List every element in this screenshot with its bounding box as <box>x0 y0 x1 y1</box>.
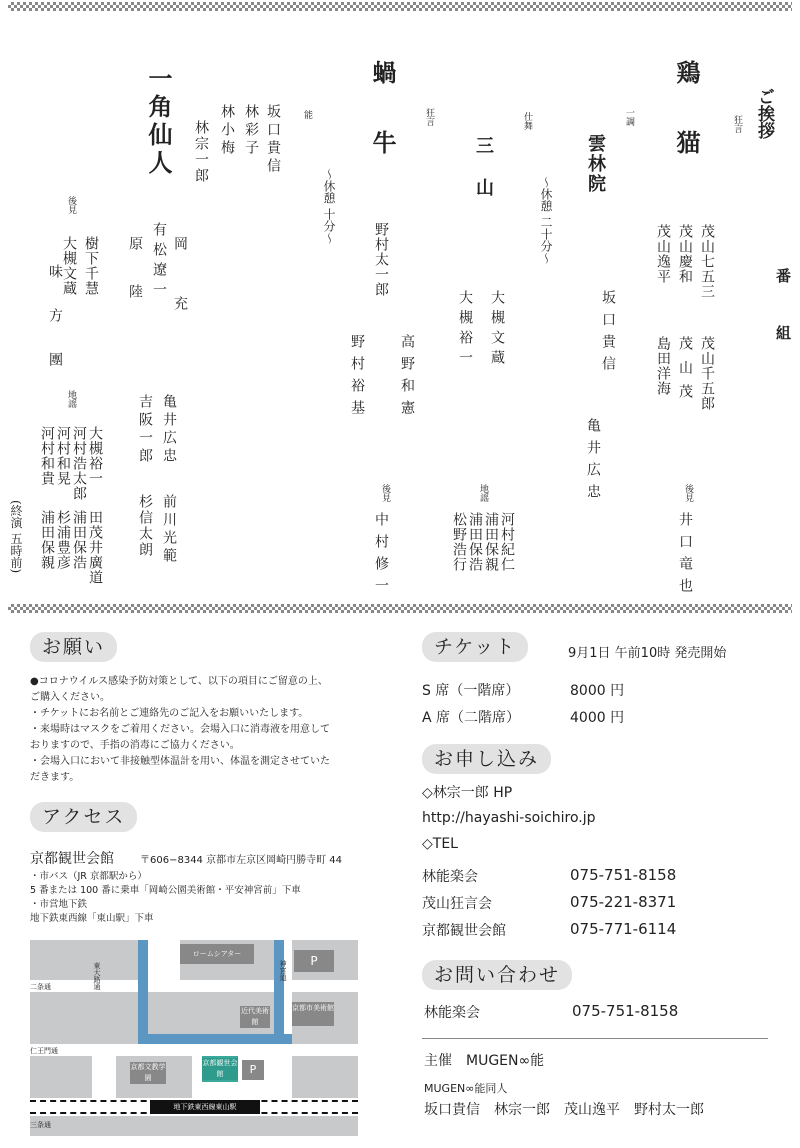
ikkaku-role-ato: 後見 <box>66 196 76 214</box>
tel-number[interactable]: 075-771-6114 <box>570 920 677 938</box>
map-roam: ロームシアター <box>180 944 254 964</box>
apply-hp-label: ◇林宗一郎 HP <box>422 785 513 801</box>
map-subway: 地下鉄東西線東山駅 <box>150 1100 260 1114</box>
onegai-line: ご購入ください。 <box>30 692 110 703</box>
ikkaku-title: 一角仙人 <box>144 66 173 178</box>
ikkaku-ato-2: 大槻文蔵 <box>61 236 77 296</box>
tel-name: 京都観世会館 <box>422 923 506 939</box>
ikkaku-ato-3: 味方團 <box>47 264 63 396</box>
onegai-line: ・チケットにお名前とご連絡先のご記入をお願いいたします。 <box>30 708 309 719</box>
organizer-dojin: MUGEN∞能同人 <box>424 1082 508 1095</box>
apply-tel-label: ◇TEL <box>422 836 458 852</box>
ikkaku-jiutai-2: 河村浩太郎 <box>71 426 87 501</box>
sanban-jiutai-3: 浦田保浩 <box>467 512 483 572</box>
map-block <box>30 1116 358 1136</box>
ikkaku-hayashi-2: 吉阪一郎 <box>137 394 153 466</box>
break-2: 〜休憩 十分〜 <box>322 168 336 244</box>
top-border <box>8 2 792 11</box>
venue-name: 京都観世会館 <box>30 851 114 867</box>
tel-number[interactable]: 075-221-8371 <box>570 893 677 911</box>
divider <box>422 1038 768 1039</box>
ikkaku-jiutai-4: 河村和貴 <box>39 426 55 486</box>
access-line: 5 番または 100 番に乗車「岡崎公園美術館・平安神宮前」下車 <box>30 885 301 896</box>
ikkaku-cast-1: 坂口貴信 <box>265 104 281 176</box>
end-note: (終演 五時前) <box>9 500 23 574</box>
onegai-heading: お願い <box>30 632 117 662</box>
map-parking-1: P <box>294 950 334 972</box>
organizer-shusai: 主催 MUGEN∞能 <box>424 1053 545 1069</box>
niwatori-cast-3: 茂山逸平 <box>655 224 671 284</box>
unrin-cast-2: 亀井広忠 <box>585 418 601 506</box>
venue-address: 〒606−8344 京都市左京区岡崎円勝寺町 44 <box>140 855 342 866</box>
ikkaku-ato-1: 樹下千慧 <box>83 236 99 296</box>
apply-url[interactable]: http://hayashi-soichiro.jp <box>422 810 596 826</box>
seat-a-label: A 席（二階席） <box>422 710 521 726</box>
kagyu-cast-2: 高野和憲 <box>399 334 415 422</box>
ikkaku-jiutai-5: 田茂井廣道 <box>87 510 103 585</box>
sanban-cast-1: 大槻文蔵 <box>489 290 505 370</box>
ikkaku-jiutai-8: 浦田保親 <box>39 510 55 570</box>
inquiry-heading: お問い合わせ <box>422 960 572 990</box>
niwatori-role-ato: 後見 <box>683 484 693 502</box>
kagyu-ato-cast: 中村修一 <box>373 512 389 600</box>
map-higashioji: 東大路通 <box>93 962 101 990</box>
ikkaku-cast-4: 林宗一郎 <box>193 120 209 184</box>
map-road <box>138 1034 292 1044</box>
onegai-line: ●コロナウイルス感染予防対策として、以下の項目にご留意の上、 <box>30 676 328 687</box>
access-line: ・市バス（JR 京都駅から） <box>30 871 147 882</box>
onegai-line: ・会場入口において非接触型体温計を用い、体温を測定させていた <box>30 756 330 767</box>
ikkaku-jiutai-1: 大槻裕一 <box>87 426 103 486</box>
ikkaku-cast-3: 林小梅 <box>219 104 235 158</box>
organizer-members: 坂口貴信 林宗一郎 茂山逸平 野村太一郎 <box>424 1102 704 1118</box>
map-niomon: 仁王門通 <box>30 1047 58 1055</box>
ikkaku-cast-2: 林彩子 <box>243 104 259 158</box>
kagyu-title: 蝸牛 <box>368 60 397 200</box>
niwatori-cast-4: 茂山千五郎 <box>699 336 715 411</box>
seat-s-label: S 席（一階席） <box>422 683 520 699</box>
sanban-jiutai-2: 浦田保親 <box>483 512 499 572</box>
ikkaku-jiutai-3: 河村和晃 <box>55 426 71 486</box>
unrin-cast-1: 坂口貴信 <box>600 290 616 378</box>
inquiry-number[interactable]: 075-751-8158 <box>572 1002 679 1020</box>
ikkaku-genre: 能 <box>302 110 312 119</box>
ikkaku-cast-5: 有松遼一 <box>151 222 167 302</box>
map-kyotoshi: 京都市美術館 <box>292 1002 334 1026</box>
ticket-sale: 9月1日 午前10時 発売開始 <box>568 646 727 661</box>
sanban-title: 三山 <box>473 136 494 220</box>
kagyu-role-ato: 後見 <box>380 484 390 502</box>
tel-name: 茂山狂言会 <box>422 896 492 912</box>
kagyu-genre: 狂言 <box>424 108 434 126</box>
kagyu-cast-3: 野村裕基 <box>349 334 365 422</box>
unrin-title: 雲林院 <box>585 134 606 194</box>
access-heading: アクセス <box>30 802 137 832</box>
sanban-cast-2: 大槻裕一 <box>457 290 473 370</box>
map-road <box>274 940 284 1044</box>
sanban-role-jiutai: 地謡 <box>478 484 488 502</box>
ikkaku-role-jiutai: 地謡 <box>66 390 76 408</box>
sanban-genre: 仕舞 <box>522 112 532 130</box>
program-title: 番組 <box>774 268 792 382</box>
access-line: ・市営地下鉄 <box>30 899 88 910</box>
seat-s-price: 8000 円 <box>570 683 625 699</box>
aisatsu-label: ご挨拶 <box>754 88 774 139</box>
access-line: 地下鉄東西線「東山駅」下車 <box>30 913 154 924</box>
break-1: 〜休憩 二十分〜 <box>539 176 553 264</box>
niwatori-cast-2: 茂山慶和 <box>677 224 693 284</box>
niwatori-cast-1: 茂山七五三 <box>699 224 715 299</box>
map-block <box>30 1056 92 1098</box>
onegai-line: おりますので、手指の消毒にご協力ください。 <box>30 740 240 751</box>
unrin-genre: 一調 <box>624 108 634 126</box>
map-nijo: 二条通 <box>30 983 51 991</box>
niwatori-title: 鶏猫 <box>672 60 701 200</box>
map-block <box>30 940 138 980</box>
kagyu-cast-1: 野村太一郎 <box>373 222 389 297</box>
middle-border <box>8 604 792 613</box>
niwatori-ato-cast: 井口竜也 <box>677 512 693 600</box>
access-map <box>30 940 358 1136</box>
sanban-jiutai-1: 河村紀仁 <box>499 512 515 572</box>
ikkaku-jiutai-6: 浦田保浩 <box>71 510 87 570</box>
map-sanjo: 三条通 <box>30 1121 51 1129</box>
map-parking-2: P <box>242 1060 264 1080</box>
ikkaku-hayashi-4: 前川光範 <box>161 494 177 566</box>
map-block <box>292 1056 358 1098</box>
seat-a-price: 4000 円 <box>570 710 625 726</box>
onegai-line: ・来場時はマスクをご着用ください。会場入口に消毒液を用意して <box>30 724 330 735</box>
tel-name: 林能楽会 <box>422 869 478 885</box>
map-road <box>138 940 148 1044</box>
sanban-jiutai-4: 松野浩行 <box>451 512 467 572</box>
map-bunkyo: 京都文教学園 <box>130 1063 166 1082</box>
ticket-heading: チケット <box>422 632 528 662</box>
ikkaku-hayashi-1: 亀井広忠 <box>161 394 177 466</box>
apply-heading: お申し込み <box>422 744 551 774</box>
onegai-line: だきます。 <box>30 772 80 783</box>
map-kindai: 近代美術館 <box>241 1007 269 1026</box>
inquiry-name: 林能楽会 <box>424 1005 480 1021</box>
map-kanze: 京都観世会館 <box>202 1059 238 1078</box>
ikkaku-cast-7: 岡充 <box>172 236 188 356</box>
ikkaku-cast-6: 原陸 <box>127 236 143 332</box>
map-jingu: 神宮道 <box>279 960 287 981</box>
tel-number[interactable]: 075-751-8158 <box>570 866 677 884</box>
aisatsu-genre: 狂言 <box>732 115 742 133</box>
niwatori-cast-6: 島田洋海 <box>655 336 671 396</box>
ikkaku-jiutai-7: 杉浦豊彦 <box>55 510 71 570</box>
niwatori-cast-5: 茂山茂 <box>677 336 693 408</box>
onegai-notes <box>30 674 330 786</box>
access-directions <box>30 870 301 926</box>
map-block <box>30 992 138 1044</box>
ikkaku-hayashi-3: 杉信太朗 <box>137 494 153 558</box>
